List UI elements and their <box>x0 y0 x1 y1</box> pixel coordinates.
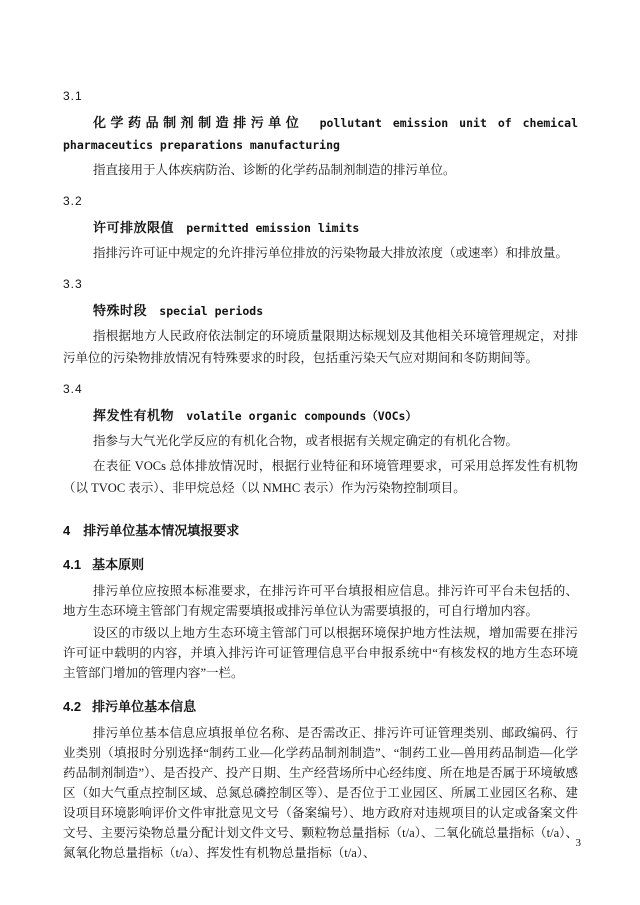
term-chinese: 挥发性有机物 <box>93 408 175 423</box>
term-definition-note: 在表征 VOCs 总体排放情况时，根据行业特征和环境管理要求，可采用总挥发性有机物（以 TVOC 表示）、非甲烷总烃（以 NMHC 表示）作为污染物控制项目。 <box>63 459 578 495</box>
clause-number: 3.3 <box>63 277 83 291</box>
term-english: permitted emission limits <box>186 221 360 235</box>
term-definition: 指排污许可证中规定的允许排污单位排放的污染物最大排放浓度（或速率）和排放量。 <box>93 246 569 260</box>
section-title: 排污单位基本情况填报要求 <box>83 523 240 538</box>
term-chinese: 特殊时段 <box>93 303 148 318</box>
subsection-4-2 <box>63 697 578 863</box>
clause-number: 3.1 <box>63 89 83 103</box>
subsection-4-1 <box>63 555 578 683</box>
term-english: pollutant emission unit of chemical pharmaceutics preparations manufacturing <box>63 116 578 152</box>
paragraph: 排污单位应按照本标准要求，在排污许可平台填报相应信息。排污许可平台未包括的、地方生态环境主管部门有规定需要填报或排污单位认为需要填报的，可自行增加内容。 <box>63 584 578 618</box>
subsection-heading <box>63 555 578 575</box>
term-entry-3-4 <box>63 379 578 499</box>
term-chinese: 许可排放限值 <box>93 220 175 235</box>
subsection-title: 基本原则 <box>92 557 145 572</box>
subsection-heading <box>63 697 578 717</box>
term-entry-3-2 <box>63 191 578 264</box>
subsection-title: 排污单位基本信息 <box>92 699 197 714</box>
term-definition: 指根据地方人民政府依法制定的环境质量限期达标规划及其他相关环境管理规定，对排污单位的污染物排放情况有特殊要求的时段，包括重污染天气应对期间和冬防期间等。 <box>63 329 578 365</box>
term-heading <box>63 112 578 156</box>
term-heading <box>63 405 578 427</box>
paragraph: 排污单位基本信息应填报单位名称、是否需改正、排污许可证管理类别、邮政编码、行业类别（填报时分别选择“制药工业—化学药品制剂制造”、“制药工业—兽用药品制造—化学药品制剂制造”）、是否投产、投产日期、生产经营场所中心经纬度、所在地是否属于环境敏感区（如大气重点控制区域、总氮总磷控制区等）、是否位于工业园区、所属工业园区名称、建设项目环境影响评价文件审批意见文号（备案编号）、地方政府对违规项目的认定或备案文件文号、主要污染物总量分配计划文件文号、颗粒物总量指标（t/a）、二氧化硫总量指标（t/a）、氮氧化物总量指标（t/a）、挥发性有机物总量指标（t/a）、 <box>63 726 578 860</box>
page-number: 3 <box>575 837 581 849</box>
term-english: special periods <box>159 304 264 318</box>
clause-number: 3.2 <box>63 194 83 208</box>
term-english: volatile organic compounds（VOCs） <box>186 409 417 423</box>
term-definition: 指参与大气光化学反应的有机化合物，或者根据有关规定确定的有机化合物。 <box>93 434 519 448</box>
term-heading <box>63 217 578 239</box>
subsection-number: 4.2 <box>63 699 82 714</box>
section-number: 4 <box>63 523 71 538</box>
term-entry-3-1 <box>63 86 578 181</box>
clause-number: 3.4 <box>63 382 83 396</box>
section-4-filing-requirements <box>63 521 578 863</box>
section-heading <box>63 521 578 541</box>
term-definition: 指直接用于人体疾病防治、诊断的化学药品制剂制造的排污单位。 <box>93 163 456 177</box>
term-entry-3-3 <box>63 274 578 369</box>
paragraph: 设区的市级以上地方生态环境主管部门可以根据环境保护地方性法规，增加需要在排污许可证中载明的内容，并填入排污许可证管理信息平台申报系统中“有核发权的地方生态环境主管部门增加的管理内容”一栏。 <box>63 626 578 680</box>
subsection-number: 4.1 <box>63 557 82 572</box>
terms-and-definitions-section <box>63 86 578 499</box>
term-heading <box>63 300 578 322</box>
term-chinese: 化学药品制剂制造排污单位 <box>93 115 304 130</box>
